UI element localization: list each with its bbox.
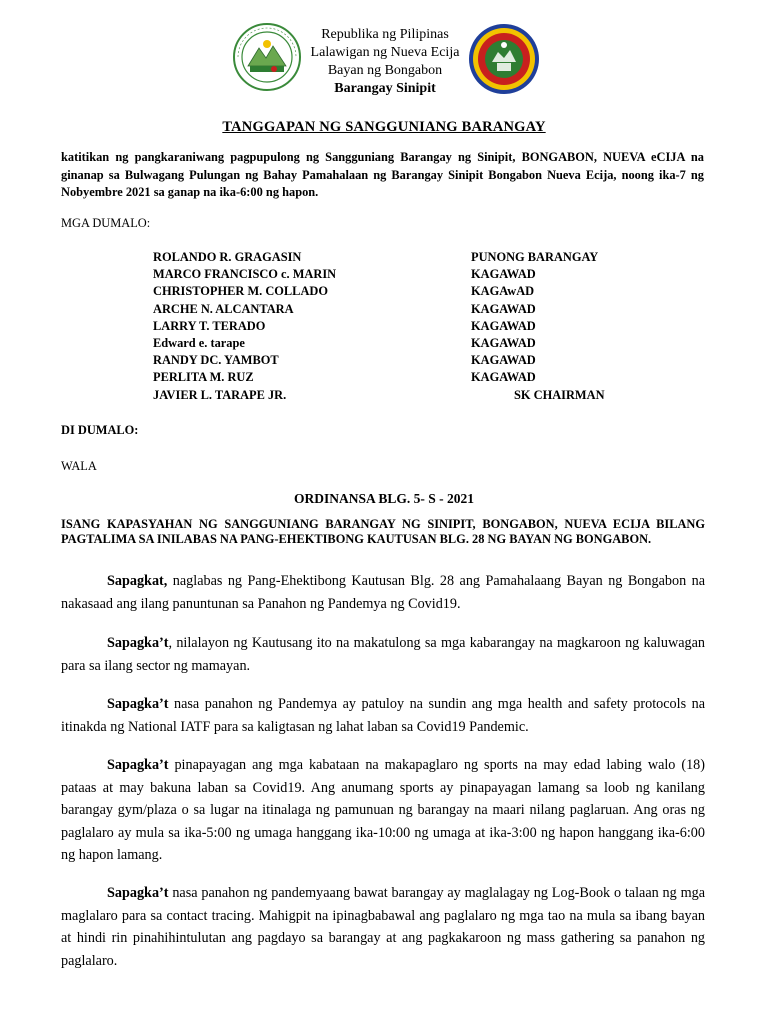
attendee-row bbox=[153, 319, 673, 336]
attendee-row bbox=[153, 284, 673, 301]
attendee-name: RANDY DC. YAMBOT bbox=[153, 353, 279, 368]
attendee-position: KAGAWAD bbox=[471, 335, 536, 350]
attendee-row bbox=[153, 370, 673, 387]
present-label: MGA DUMALO: bbox=[61, 216, 151, 230]
attendee-row bbox=[153, 353, 673, 370]
attendee-name: Edward e. tarape bbox=[153, 335, 245, 350]
attendee-position: PUNONG BARANGAY bbox=[471, 250, 599, 264]
attendee-row bbox=[153, 302, 673, 319]
attendee-row bbox=[153, 250, 673, 267]
whereas-paragraph bbox=[61, 882, 705, 972]
attendee-name: PERLITA M. RUZ bbox=[153, 370, 254, 385]
attendee-position: KAGAWAD bbox=[471, 267, 536, 282]
whereas-text: pinapayagan ang mga kabataan na makapaglaro ng sports na may edad labing walo (18) pataas at may bakuna laban sa Covid19. Ang anumang sports ay pinapayagan lamang sa loob ng kanilang barangay gym/plaza o sa lugar na itinalaga ng pamunuan ng barangay na maari nilang paglaruan. Ang oras ng paglalaro ay mula sa ika-5:00 ng umaga hanggang ika-10:00 ng umaga at ika-3:00 ng hapon hanggang ika-6:00 ng hapon lamang. bbox=[61, 757, 705, 864]
letterhead bbox=[0, 22, 768, 112]
whereas-text: naglabas ng Pang-Ehektibong Kautusan Blg. 28 ang Pamahalaang Bayan ng Bongabon na nakasaad ang ilang panuntunan sa Panahon ng Pandemya ng Covid19. bbox=[61, 573, 705, 612]
ordinance-title: ORDINANSA BLG. 5- S - 2021 bbox=[293, 491, 475, 506]
whereas-lead: Sapagka’t bbox=[107, 885, 169, 901]
attendee-position: KAGAWAD bbox=[471, 301, 536, 316]
office-title: TANGGAPAN NG SANGGUNIANG BARANGAY bbox=[222, 119, 546, 135]
letterhead-text bbox=[300, 26, 470, 98]
whereas-lead: Sapagkat, bbox=[107, 573, 168, 589]
absent-label: DI DUMALO: bbox=[61, 423, 139, 437]
attendee-name: JAVIER L. TARAPE JR. bbox=[153, 387, 287, 402]
attendee-position: KAGAWAD bbox=[471, 318, 536, 333]
attendee-position: KAGAwAD bbox=[471, 284, 535, 299]
province-line: Lalawigan ng Nueva Ecija bbox=[310, 45, 460, 60]
attendee-name: ROLANDO R. GRAGASIN bbox=[153, 250, 302, 264]
attendees-list bbox=[153, 250, 673, 405]
attendee-row bbox=[153, 267, 673, 284]
whereas-text: nasa panahon ng Pandemya ay patuloy na sundin ang mga health and safety protocols na itinakda ng National IATF para sa kaligtasan ng lahat laban sa Covid19 Pandemic. bbox=[61, 696, 705, 735]
absent-value: WALA bbox=[61, 459, 97, 473]
whereas-paragraph bbox=[61, 632, 705, 677]
attendee-position: KAGAWAD bbox=[471, 370, 536, 385]
municipal-seal-logo bbox=[468, 22, 540, 96]
whereas-paragraph bbox=[61, 754, 705, 867]
attendee-name: ARCHE N. ALCANTARA bbox=[153, 301, 294, 316]
barangay-seal-logo bbox=[232, 22, 302, 92]
town-line: Bayan ng Bongabon bbox=[327, 63, 443, 78]
minutes-intro: katitikan ng pangkaraniwang pagpupulong ng Sangguniang Barangay ng Sinipit, BONGABON, NUEVA eCIJA na ginanap sa Bulwagang Pulungan ng Bahay Pamahalaan ng Barangay Sinipit Bongabon Nueva Ecija, noong ika-7 ng Nobyembre 2021 sa ganap na ika-6:00 ng hapon. bbox=[61, 150, 704, 199]
attendee-name: LARRY T. TERADO bbox=[153, 318, 266, 333]
whereas-text: , nilalayon ng Kautusang ito na makatulong sa mga kabarangay na magkaroon ng kaluwagan para sa ilang sector ng mamayan. bbox=[61, 635, 705, 674]
attendee-name: MARCO FRANCISCO c. MARIN bbox=[153, 267, 337, 282]
attendee-row bbox=[153, 388, 673, 405]
whereas-lead: Sapagka’t bbox=[107, 696, 169, 712]
country-line: Republika ng Pilipinas bbox=[321, 27, 449, 42]
attendee-position: KAGAWAD bbox=[471, 353, 536, 368]
resolution-title: ISANG KAPASYAHAN NG SANGGUNIANG BARANGAY NG SINIPIT, BONGABON, NUEVA ECIJA BILANG PAGTALIMA SA INILABAS NA PANG-EHEKTIBONG KAUTUSAN BLG. 28 NG BAYAN NG BONGABON. bbox=[61, 517, 705, 546]
attendee-row bbox=[153, 336, 673, 353]
attendee-position: SK CHAIRMAN bbox=[514, 387, 605, 402]
attendee-name: CHRISTOPHER M. COLLADO bbox=[153, 284, 328, 299]
whereas-lead: Sapagka’t bbox=[107, 757, 169, 773]
whereas-paragraph bbox=[61, 570, 705, 615]
barangay-line: Barangay Sinipit bbox=[334, 81, 436, 96]
whereas-text: nasa panahon ng pandemyaang bawat barangay ay maglalagay ng Log-Book o talaan ng mga maglalaro para sa contact tracing. Mahigpit na ipinagbabawal ang paglalaro ng mga tao na mula sa ibang bayan at hindi rin pinahihintulutan ang pagdayo sa barangay at ang pagkakaroon ng mass gathering sa panahon ng paglalaro. bbox=[61, 885, 705, 969]
whereas-lead: Sapagka’t bbox=[107, 635, 169, 651]
whereas-paragraph bbox=[61, 693, 705, 738]
